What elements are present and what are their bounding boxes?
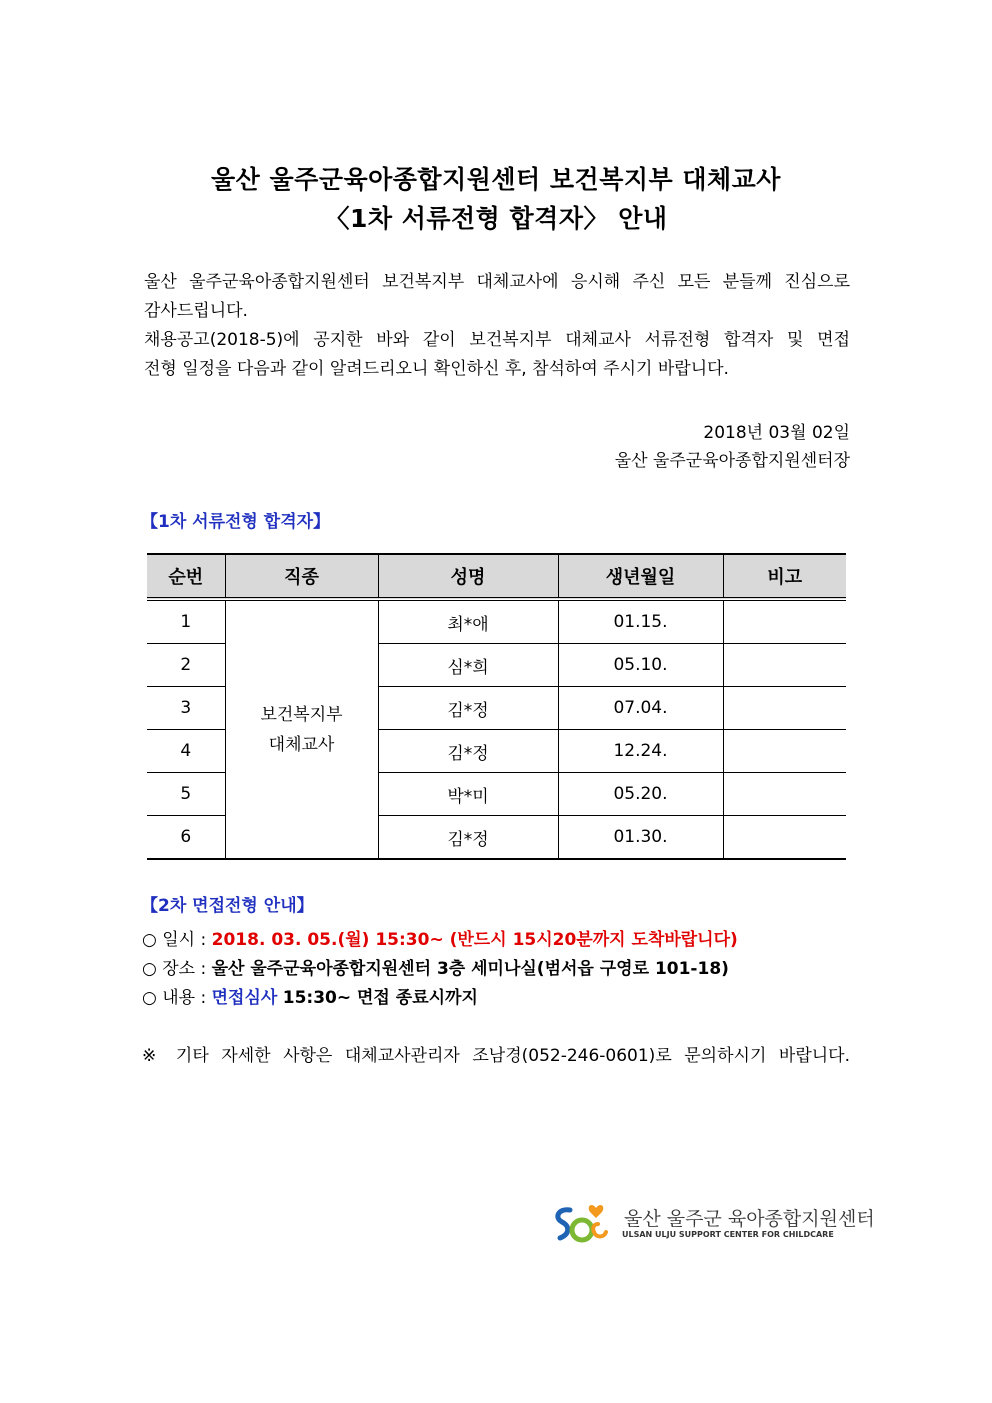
col-header-birth: 생년월일 bbox=[558, 554, 723, 599]
cell-note bbox=[723, 773, 846, 816]
title-line-1: 울산 울주군육아종합지원센터 보건복지부 대체교사 bbox=[211, 165, 781, 194]
logo-name-english: ULSAN ULJU SUPPORT CENTER FOR CHILDCARE bbox=[622, 1230, 834, 1239]
place-label: ○ 장소 : bbox=[142, 959, 207, 979]
cell-note bbox=[723, 599, 846, 644]
cell-name: 최*애 bbox=[378, 599, 558, 644]
passers-table bbox=[147, 553, 846, 860]
intro-paragraph-2 bbox=[144, 326, 850, 384]
table-row bbox=[147, 599, 846, 644]
signature: 울산 울주군육아종합지원센터장 bbox=[614, 451, 850, 471]
section1-heading: 【1차 서류전형 합격자】 bbox=[141, 512, 331, 532]
document-date: 2018년 03월 02일 bbox=[703, 423, 850, 443]
cell-name: 심*희 bbox=[378, 644, 558, 687]
logo-name-korean: 울산 울주군 육아종합지원센터 bbox=[624, 1208, 875, 1230]
cell-birth: 07.04. bbox=[558, 687, 723, 730]
job-line-2: 대체교사 bbox=[268, 734, 335, 755]
content-label: ○ 내용 : bbox=[142, 988, 207, 1008]
cell-note bbox=[723, 816, 846, 860]
contact-note bbox=[142, 1041, 850, 1066]
datetime-value: 2018. 03. 05.(월) 15:30~ (반드시 15시20분까지 도착바랍니다) bbox=[211, 930, 738, 950]
cell-name: 김*정 bbox=[378, 687, 558, 730]
cell-no: 3 bbox=[147, 687, 225, 730]
cell-birth: 05.20. bbox=[558, 773, 723, 816]
center-logo bbox=[552, 1200, 875, 1250]
section2-heading: 【2차 면접전형 안내】 bbox=[141, 896, 314, 916]
cell-note bbox=[723, 730, 846, 773]
cell-name: 김*정 bbox=[378, 816, 558, 860]
logo-symbol-icon bbox=[552, 1202, 614, 1248]
intro-p1-line2: 감사드립니다. bbox=[144, 301, 248, 321]
intro-p2-line2: 전형 일정을 다음과 같이 알려드리오니 확인하신 후, 참석하여 주시기 바랍니다. bbox=[144, 359, 729, 379]
content-highlight: 면접심사 bbox=[211, 988, 278, 1008]
title-line-2: 〈1차 서류전형 합격자〉 안내 bbox=[324, 204, 668, 233]
cell-birth: 05.10. bbox=[558, 644, 723, 687]
cell-no: 5 bbox=[147, 773, 225, 816]
col-header-note: 비고 bbox=[723, 554, 846, 599]
cell-no: 1 bbox=[147, 599, 225, 644]
col-header-no: 순번 bbox=[147, 554, 225, 599]
cell-name: 박*미 bbox=[378, 773, 558, 816]
cell-name: 김*정 bbox=[378, 730, 558, 773]
col-header-job: 직종 bbox=[225, 554, 378, 599]
col-header-name: 성명 bbox=[378, 554, 558, 599]
table-header-row bbox=[147, 554, 846, 599]
cell-no: 4 bbox=[147, 730, 225, 773]
intro-paragraph-1 bbox=[144, 268, 850, 326]
cell-no: 2 bbox=[147, 644, 225, 687]
contact-note-text: ※ 기타 자세한 사항은 대체교사관리자 조남경(052-246-0601)로 문의하시기 바랍니다. bbox=[142, 1046, 850, 1066]
cell-job bbox=[225, 599, 378, 859]
content-rest: 15:30~ 면접 종료시까지 bbox=[282, 988, 478, 1008]
cell-birth: 01.15. bbox=[558, 599, 723, 644]
job-line-1: 보건복지부 bbox=[260, 704, 343, 725]
intro-p2-line1: 채용공고(2018-5)에 공지한 바와 같이 보건복지부 대체교사 서류전형 합격자 및 면접 bbox=[144, 330, 850, 350]
interview-content bbox=[142, 983, 478, 1008]
interview-datetime bbox=[142, 925, 738, 950]
intro-p1-line1: 울산 울주군육아종합지원센터 보건복지부 대체교사에 응시해 주신 모든 분들께 진심으로 bbox=[144, 272, 850, 292]
cell-birth: 12.24. bbox=[558, 730, 723, 773]
cell-no: 6 bbox=[147, 816, 225, 860]
place-value: 울산 울주군육아종합지원센터 3층 세미나실(범서읍 구영로 101-18) bbox=[211, 959, 729, 979]
cell-note bbox=[723, 687, 846, 730]
cell-birth: 01.30. bbox=[558, 816, 723, 860]
datetime-label: ○ 일시 : bbox=[142, 930, 207, 950]
interview-place bbox=[142, 954, 729, 979]
cell-note bbox=[723, 644, 846, 687]
